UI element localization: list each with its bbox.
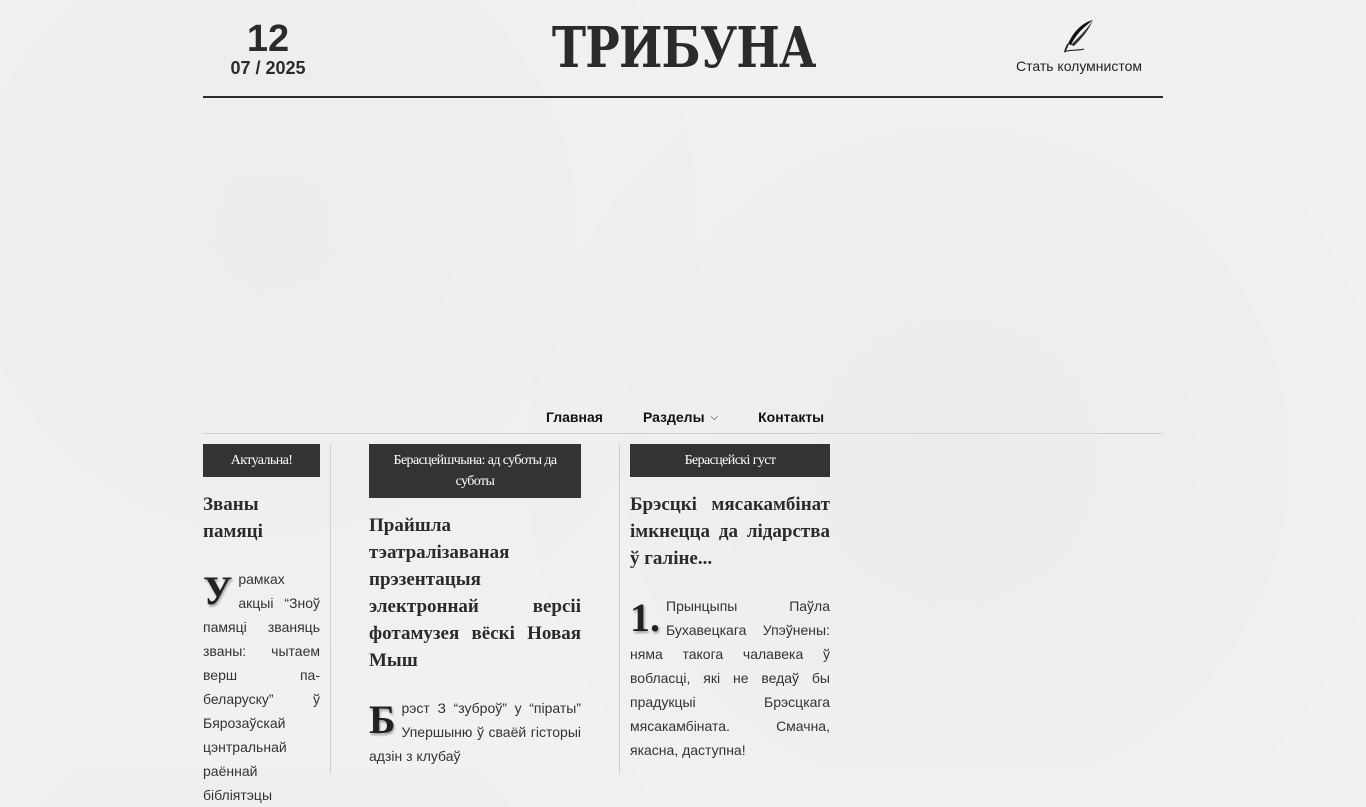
- article-headline[interactable]: Брэсцкі мясакамбінат імкнецца да лідарства ў галіне...: [630, 494, 830, 569]
- news-column-region: [369, 444, 581, 768]
- article-excerpt: [369, 696, 581, 768]
- excerpt-text: Прынцыпы Паўла Бухавецкага Упэўнены: няма такога чалавека ў вобласці, які не ведаў бы прадукцыі Брэсцкага мясакамбіната. Смачна, якасна, даступна!: [630, 598, 830, 758]
- chevron-down-icon: ⌵: [710, 411, 719, 423]
- excerpt-text: рамках акцыі “Зноў памяці званяць званы: чытаем верш па-беларуску” ў Бярозаўскай цэнтральнай раённай бібліятэцы: [203, 571, 320, 803]
- quill-icon: [1062, 18, 1096, 54]
- article-excerpt: [630, 594, 830, 762]
- become-columnist[interactable]: [1009, 18, 1149, 74]
- site-header: [203, 0, 1163, 98]
- date-block: [225, 20, 311, 78]
- page: [203, 0, 1163, 803]
- date-month-year: 07 / 2025: [230, 58, 306, 78]
- drop-cap: У: [203, 568, 233, 613]
- nav-item-label: Разделы: [642, 409, 705, 425]
- drop-cap: 1.: [630, 595, 660, 640]
- category-badge[interactable]: Берасцейшчына: ад суботы да суботы: [369, 444, 581, 498]
- nav-item-home[interactable]: [546, 409, 603, 425]
- nav-item-contacts[interactable]: [758, 409, 824, 425]
- date-day: 12: [246, 18, 290, 60]
- nav-item-label: Контакты: [758, 409, 825, 425]
- category-badge[interactable]: Берасцейскі густ: [630, 444, 830, 477]
- main-nav: [203, 400, 1163, 434]
- column-divider: [619, 444, 620, 774]
- nav-item-sections[interactable]: [643, 409, 718, 425]
- excerpt-text: рэст З “зуброў” у “піраты” Упершыню ў сваёй гісторыі адзін з клубаў: [369, 700, 581, 764]
- news-column-actual: [203, 444, 320, 807]
- site-logo[interactable]: ТРИБУНА: [551, 15, 816, 81]
- news-column-taste: [630, 444, 830, 762]
- nav-item-label: Главная: [546, 409, 603, 425]
- column-divider: [330, 444, 331, 774]
- article-headline[interactable]: Прайшла тэатралізаваная прэзентацыя электроннай версіі фотамузея вёскі Новая Мыш: [369, 515, 581, 671]
- article-excerpt: [203, 567, 320, 807]
- become-columnist-link[interactable]: Стать колумнистом: [1015, 58, 1143, 74]
- category-badge[interactable]: Актуальна!: [203, 444, 320, 477]
- article-headline[interactable]: Званы памяці: [203, 494, 263, 542]
- drop-cap: Б: [369, 697, 396, 742]
